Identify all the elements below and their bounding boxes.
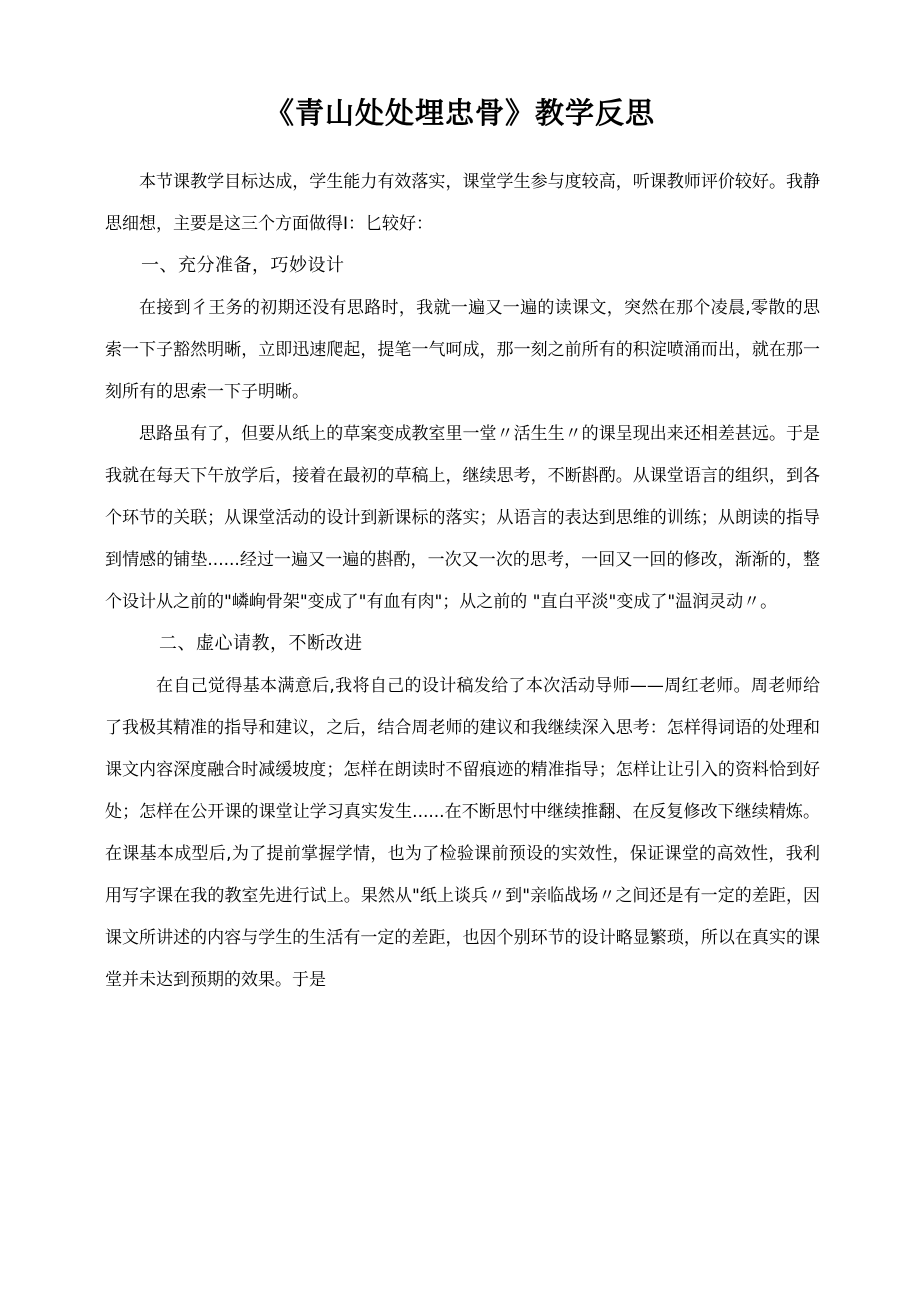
paragraph-intro: 本节课教学目标达成，学生能力有效落实，课堂学生参与度较高，听课教师评价较好。我静思细想，主要是这三个方面做得Ⅰ：匕较好：	[105, 171, 820, 234]
document-body	[0, 161, 920, 1001]
paragraph-mentor-feedback: 在自己觉得基本满意后,我将自己的设计稿发给了本次活动导师——周红老师。周老师给了我极其精准的指导和建议，之后，结合周老师的建议和我继续深入思考：怎样得词语的处理和课文内容深度融合时减缓坡度；怎样在朗读时不留痕迹的精准指导；怎样让让引入的资料恰到好处；怎样在公开课的课堂让学习真实发生......在不断思忖中继续推翻、在反复修改下继续精炼。在课基本成型后,为了提前掌握学情，也为了检验课前预设的实效性，保证课堂的高效性，我利用写字课在我的教室先进行试上。果然从"纸上谈兵〃到"亲临战场〃之间还是有一定的差距，因课文所讲述的内容与学生的生活有一定的差距，也因个别环节的设计略显繁琐，所以在真实的课堂并未达到预期的效果。于是	[105, 675, 820, 990]
section-heading-two: 二、虚心请教，不断改进	[159, 632, 363, 654]
page-title: 《青山处处埋忠骨》教学反思	[264, 96, 655, 130]
section-heading-one: 一、充分准备，巧妙设计	[141, 254, 345, 276]
paragraph-design-refinement: 思路虽有了，但要从纸上的草案变成教室里一堂〃活生生〃的课呈现出来还相差甚远。于是我就在每天下午放学后，接着在最初的草稿上，继续思考，不断斟酌。从课堂语言的组织，到各个环节的关联；从课堂活动的设计到新课标的落实；从语言的表达到思维的训练；从朗读的指导到情感的铺垫......经过一遍又一遍的斟酌，一次又一次的思考，一回又一回的修改，渐渐的，整个设计从之前的"嶙峋骨架"变成了"有血有肉"；从之前的 "直白平淡"变成了"温润灵动〃。	[105, 423, 820, 612]
paragraph-preparation: 在接到彳王务的初期还没有思路时，我就一遍又一遍的读课文，突然在那个凌晨,零散的思索一下子豁然明晰，立即迅速爬起，提笔一气呵成，那一刻之前所有的积淀喷涌而出，就在那一刻所有的思索一下子明晰。	[105, 297, 820, 402]
